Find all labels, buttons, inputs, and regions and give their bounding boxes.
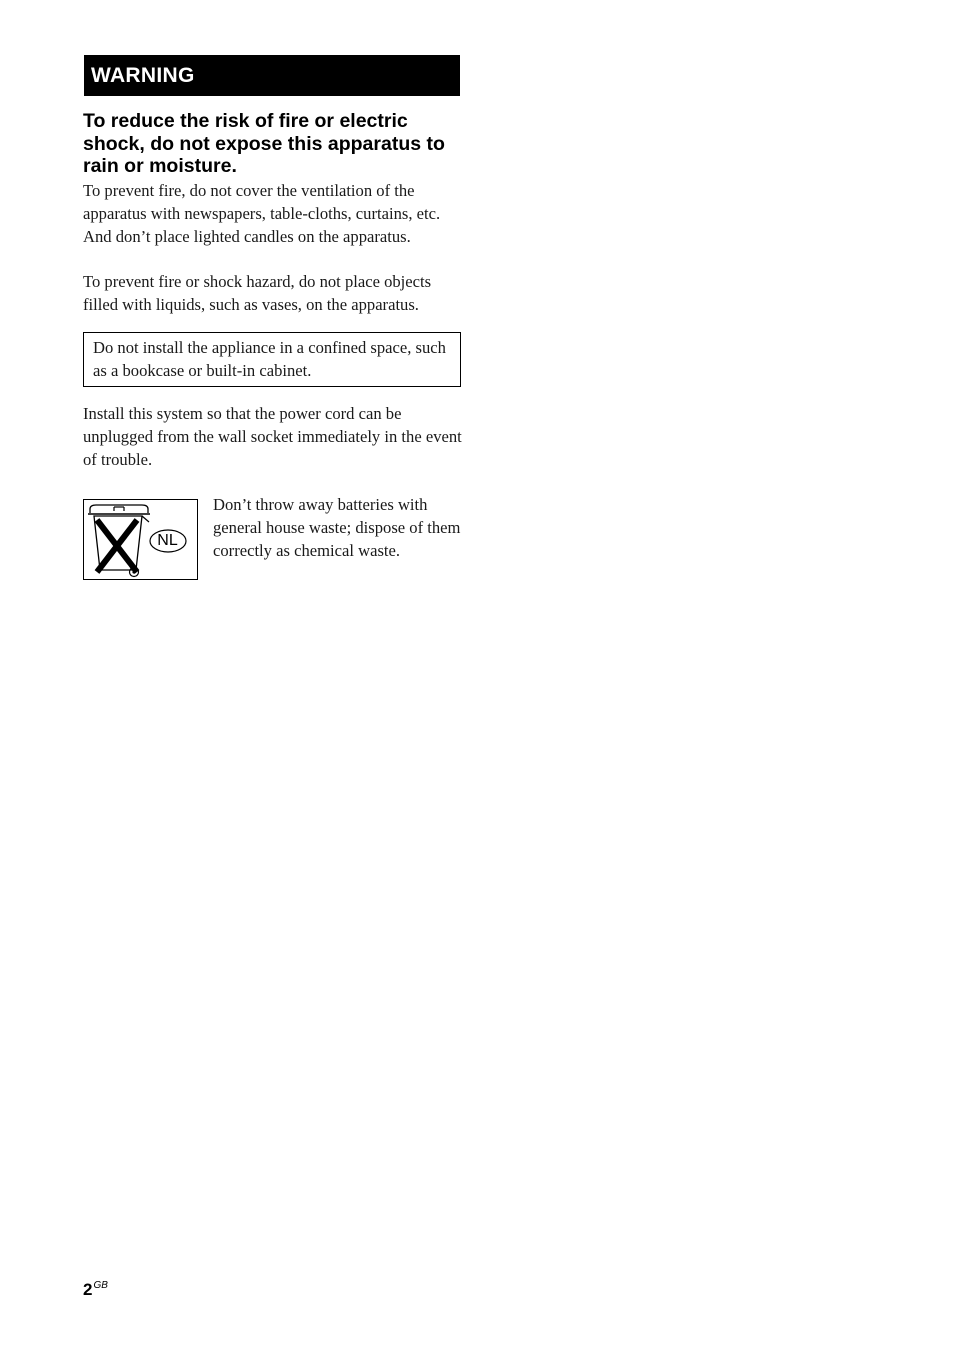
battery-disposal-symbol — [83, 499, 198, 580]
confined-space-notice — [83, 332, 461, 387]
battery-disposal-text: Don’t throw away batteries with general house waste; dispose of them correctly as chemical waste. — [213, 495, 461, 560]
page-number-suffix: GB — [93, 1280, 108, 1291]
warning-headline: To reduce the risk of fire or electric shock, do not expose this apparatus to rain or moisture. — [83, 110, 445, 177]
liquids-paragraph: To prevent fire or shock hazard, do not place objects filled with liquids, such as vases, on the apparatus. — [83, 272, 432, 314]
power-cord-paragraph: Install this system so that the power cord can be unplugged from the wall socket immediately in the event of trouble. — [83, 404, 462, 469]
page-number — [83, 1280, 108, 1300]
country-code-label: NL — [157, 532, 178, 549]
warning-title: WARNING — [91, 64, 195, 87]
warning-banner — [84, 55, 460, 96]
page-number-value: 2 — [83, 1280, 93, 1299]
ventilation-paragraph: To prevent fire, do not cover the ventilation of the apparatus with newspapers, table-cloths, curtains, etc. And don’t place lighted candles on the apparatus. — [83, 181, 441, 246]
confined-space-text: Do not install the appliance in a confined space, such as a bookcase or built-in cabinet. — [93, 338, 446, 380]
